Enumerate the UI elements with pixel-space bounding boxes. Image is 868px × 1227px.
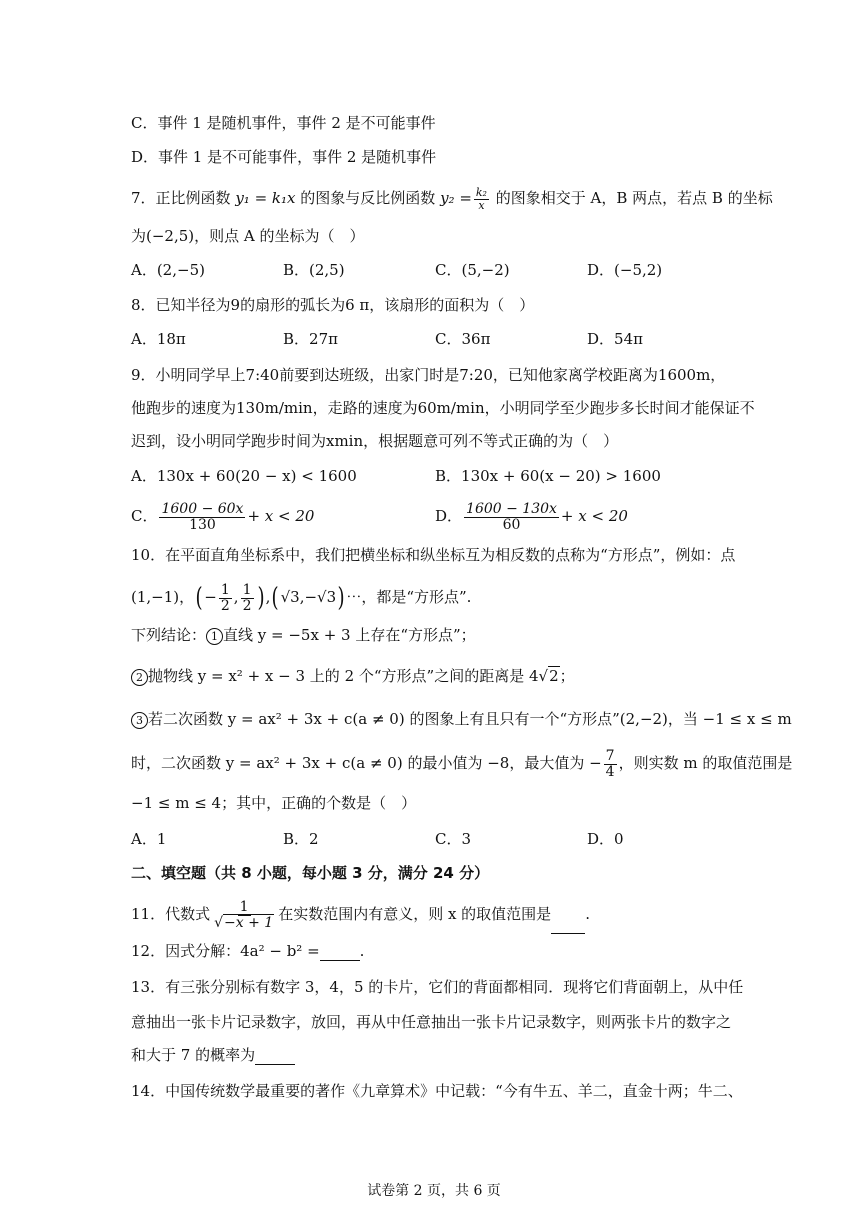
q9-option-d-num: 1600 − 130x: [466, 500, 557, 517]
q10-conclusion-3-line3: −1 ≤ m ≤ 4；其中，正确的个数是（ ）: [131, 794, 417, 812]
q10-conclusion-3-b2: ，则实数 m 的取值范围是: [618, 754, 793, 772]
q10-conclusion-2-mark: 2: [131, 669, 148, 686]
q10-conclusion-1: 直线 y = −5x + 3 上存在“方形点”；: [223, 626, 476, 644]
q10-stem-line1: 10．在平面直角坐标系中，我们把横坐标和纵坐标互为相反数的点称为“方形点”，例如：点: [131, 546, 736, 564]
page-footer: 试卷第 2 页，共 6 页: [367, 1183, 501, 1199]
q8-option-b: B．27π: [283, 330, 338, 348]
q7-text-3: 的图象相交于 A，B 两点，若点 B 的坐标: [495, 189, 773, 208]
q10-point-3-y: −√3: [304, 588, 337, 606]
q9-option-c-fraction: [159, 502, 245, 532]
q13-stem-line1: 13．有三张分别标有数字 3，4，5 的卡片，它们的背面都相同．现将它们背面朝上，从中任: [131, 978, 744, 996]
q10-option-c: C．3: [435, 830, 472, 848]
q10-conclusion-3-b1: 时，二次函数 y = ax² + 3x + c(a ≠ 0) 的最小值为 −8，最大值为 −: [131, 754, 602, 772]
q9-option-c-den: 130: [189, 516, 216, 533]
q7-option-d: D．(−5,2): [587, 261, 663, 279]
q7-formula-1: y₁ = k₁x: [235, 189, 296, 208]
q9-option-d-den: 60: [502, 516, 521, 533]
q8-option-d: D．54π: [587, 330, 643, 348]
q7-option-c: C．(5,−2): [435, 261, 510, 279]
q11-fraction-den: −x + 1: [224, 914, 274, 931]
q10-option-d: D．0: [587, 830, 624, 848]
q12-text-2: .: [359, 942, 365, 960]
q10-point-2-num-1: 1: [220, 581, 230, 598]
q11-stem: [131, 894, 590, 934]
q7-fraction-den: x: [478, 198, 485, 212]
q10-point-3-x: √3: [280, 588, 300, 606]
q10-option-a: A．1: [131, 830, 167, 848]
q7-option-b: B．(2,5): [283, 261, 345, 279]
q11-answer-blank[interactable]: [551, 933, 585, 934]
q13-stem-line2: 意抽出一张卡片记录数字，放回，再从中任意抽出一张卡片记录数字，则两张卡片的数字之: [131, 1013, 732, 1031]
q10-point-2-frac-1: [219, 583, 232, 613]
q10-conclusion-2-a: 抛物线 y = x² + x − 3 上的 2 个“方形点”之间的距离是 4: [148, 667, 539, 685]
q9-option-c-label: C．: [131, 507, 158, 525]
q11-fraction-num: 1: [239, 898, 249, 915]
q7-text-2: 的图象与反比例函数: [300, 189, 436, 208]
section-2-title: 二、填空题（共 8 小题，每小题 3 分，满分 24 分）: [131, 864, 490, 882]
q10-conclusion-3-den: 4: [605, 763, 615, 780]
q11-text-3: .: [585, 905, 590, 923]
q10-conclusion-3-mark: 3: [131, 712, 148, 729]
q8-option-a: A．18π: [131, 330, 186, 348]
q10-conclusion-1-line: [131, 625, 476, 645]
q8-stem: 8．已知半径为9的扇形的弧长为6 π，该扇形的面积为（ ）: [131, 296, 535, 314]
q9-option-c-num: 1600 − 60x: [161, 500, 244, 517]
q7-text-1: 7．正比例函数: [131, 189, 231, 208]
q9-option-b: B．130x + 60(x − 20) > 1600: [435, 467, 661, 485]
q10-conclusion-1-mark: 1: [206, 628, 223, 645]
q11-text-1: 11．代数式: [131, 905, 211, 923]
q9-stem-line2: 他跑步的速度为130m/min，走路的速度为60m/min，小明同学至少跑步多长时间才能保证不: [131, 399, 755, 417]
q10-conclusion-3-line: [131, 709, 792, 729]
q10-conclusion-3-line2: [131, 745, 792, 781]
q11-fraction: $\frac{1}{√-x + 1}$: [214, 898, 274, 931]
q10-conclusion-2-root: 2: [549, 667, 559, 685]
q9-option-d-label: D．: [435, 507, 463, 525]
q7-stem-line2: 为(−2,5)，则点 A 的坐标为（ ）: [131, 227, 365, 245]
q10-point-2-num-2: 1: [242, 581, 252, 598]
q9-stem-line1: 9．小明同学早上7:40前要到达班级，出家门时是7:20，已知他家离学校距离为1600m，: [131, 366, 726, 384]
q10-intro: 下列结论：: [131, 626, 207, 644]
q9-option-d-rest: + x < 20: [560, 507, 628, 525]
q10-point-1: (1,−1)，: [131, 588, 195, 606]
q11-text-2: 在实数范围内有意义，则 x 的取值范围是: [278, 905, 552, 923]
q10-conclusion-3-a: 若二次函数 y = ax² + 3x + c(a ≠ 0) 的图象上有且只有一个“方形点”(2,−2)，当 −1 ≤ x ≤ m: [148, 710, 792, 728]
q10-point-2-frac-2: [241, 583, 254, 613]
q13-stem-line3: [131, 1045, 295, 1065]
q10-point-2-comma: ,: [233, 588, 239, 606]
q9-stem-line3: 迟到，设小明同学跑步时间为xmin，根据题意可列不等式正确的为（ ）: [131, 432, 619, 450]
q7-fraction: [474, 187, 489, 211]
q7-formula-2-lhs: y₂ =: [440, 189, 472, 208]
q10-conclusion-2-line: 2 抛物线 y = x² + x − 3 上的 2 个“方形点”之间的距离是 4√2；: [131, 666, 575, 686]
q13-text-3: 和大于 7 的概率为: [131, 1046, 256, 1064]
q14-stem-line1: 14．中国传统数学最重要的著作《九章算术》中记载：“今有牛五、羊二，直金十两；牛二、: [131, 1082, 743, 1100]
q6-option-c: C．事件 1 是随机事件，事件 2 是不可能事件: [131, 114, 436, 132]
q9-option-d: [435, 500, 628, 532]
q12-stem: [131, 941, 364, 961]
q12-text-1: 12．因式分解：4a² − b² =: [131, 942, 320, 960]
q10-conclusion-2-b: ；: [559, 667, 575, 685]
q9-option-a: A．130x + 60(20 − x) < 1600: [131, 467, 357, 485]
q6-option-d: D．事件 1 是不可能事件，事件 2 是随机事件: [131, 148, 437, 166]
q10-point-2-den-1: 2: [220, 597, 230, 614]
q10-conclusion-3-fraction: [604, 749, 617, 779]
q10-point-2-minus: −: [204, 588, 217, 606]
q10-conclusion-3-num: 7: [605, 747, 615, 764]
q9-option-c-rest: + x < 20: [247, 507, 315, 525]
q12-answer-blank[interactable]: [320, 960, 360, 961]
q10-ellipsis: ⋯，都是“方形点”.: [346, 588, 472, 606]
q7-option-a: A．(2,−5): [131, 261, 205, 279]
q7-fraction-num: k₂: [475, 186, 487, 199]
q9-option-c: [131, 500, 314, 532]
q7-stem-line1: [131, 187, 773, 211]
q10-option-b: B．2: [283, 830, 319, 848]
q8-option-c: C．36π: [435, 330, 491, 348]
q9-option-d-fraction: [464, 502, 559, 532]
q10-stem-line2: (1,−1)，( − $\frac{1}{2}$ , $\frac{1}{2}$ ) ,( √3,−√3) ⋯，都是“方形点”.: [131, 581, 472, 614]
q13-answer-blank[interactable]: [255, 1064, 295, 1065]
q10-point-2-den-2: 2: [242, 597, 252, 614]
